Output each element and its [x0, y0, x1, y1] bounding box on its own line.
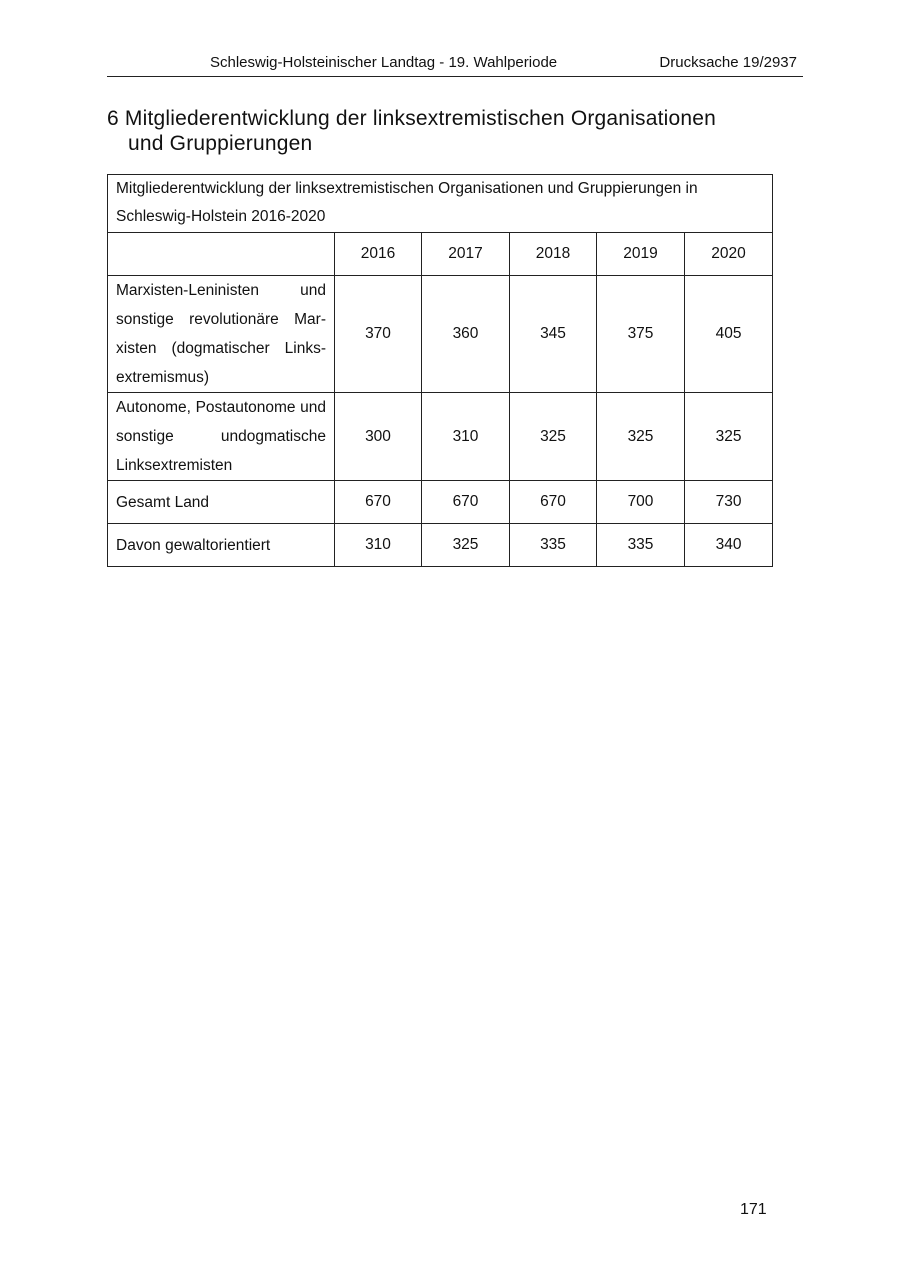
value-cell: 345 [510, 276, 597, 393]
table-caption [108, 175, 773, 233]
value-cell: 370 [335, 276, 422, 393]
value-cell: 325 [422, 524, 510, 567]
value-cell: 325 [510, 393, 597, 481]
value-cell: 300 [335, 393, 422, 481]
page-number: 171 [740, 1201, 767, 1218]
table-row [108, 276, 773, 393]
table-caption-row [108, 175, 773, 233]
section-heading [107, 106, 787, 156]
table-row [108, 393, 773, 481]
value-cell: 340 [685, 524, 773, 567]
value-cell: 670 [335, 481, 422, 524]
year-header: 2020 [685, 233, 773, 276]
value-cell: 310 [422, 393, 510, 481]
value-cell: 335 [597, 524, 685, 567]
table-caption-line-1: Mitgliederentwicklung der linksextremistischen Organisationen und Gruppierungen in [116, 180, 698, 197]
table-header-row [108, 233, 773, 276]
value-cell: 360 [422, 276, 510, 393]
value-cell: 670 [422, 481, 510, 524]
year-header: 2017 [422, 233, 510, 276]
section-heading-line-1: 6 Mitgliederentwicklung der linksextremistischen Organisationen [107, 107, 717, 130]
year-header: 2019 [597, 233, 685, 276]
section-heading-line-2: und Gruppierungen [128, 132, 313, 155]
row-label: Gesamt Land [108, 481, 335, 524]
row-label: Autonome, Postautonome und sonstige undogmatische Linksextremisten [108, 393, 335, 481]
row-label: Marxisten-Leninisten und sonstige revolutionäre Marxisten (dogmatischer Linksextremismus) [108, 276, 335, 393]
table-row [108, 481, 773, 524]
page-header [107, 52, 803, 77]
value-cell: 375 [597, 276, 685, 393]
year-header: 2016 [335, 233, 422, 276]
value-cell: 325 [685, 393, 773, 481]
header-parliament-title: Schleswig-Holsteinischer Landtag - 19. Wahlperiode [210, 54, 558, 71]
table-header-empty-cell [108, 233, 335, 276]
value-cell: 310 [335, 524, 422, 567]
year-header: 2018 [510, 233, 597, 276]
value-cell: 325 [597, 393, 685, 481]
header-document-number: Drucksache 19/2937 [659, 54, 797, 71]
table-caption-line-2: Schleswig-Holstein 2016-2020 [116, 208, 326, 225]
table-row [108, 524, 773, 567]
value-cell: 700 [597, 481, 685, 524]
value-cell: 335 [510, 524, 597, 567]
value-cell: 670 [510, 481, 597, 524]
row-label: Davon gewaltorientiert [108, 524, 335, 567]
value-cell: 405 [685, 276, 773, 393]
membership-table [107, 174, 773, 567]
value-cell: 730 [685, 481, 773, 524]
